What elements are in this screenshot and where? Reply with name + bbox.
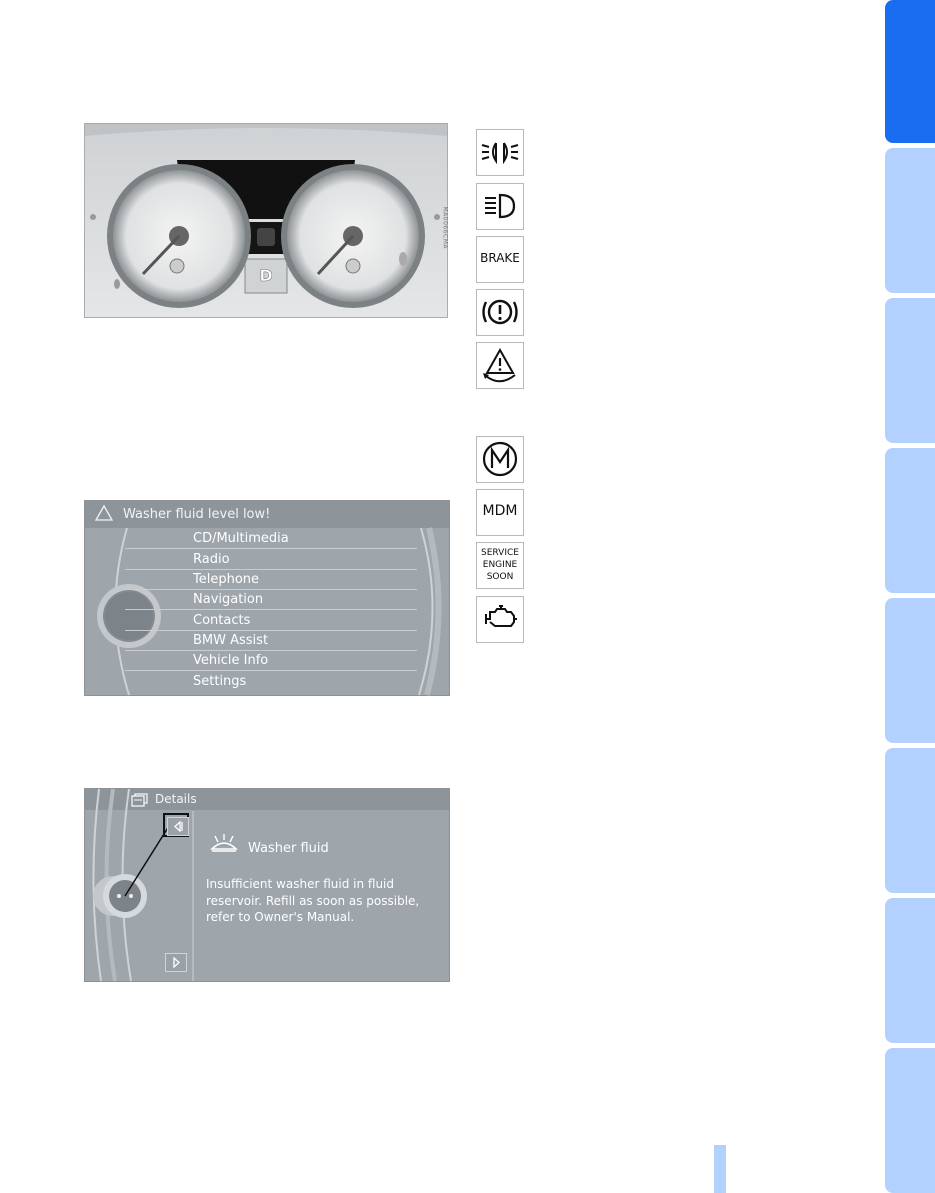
tab-section-7[interactable] — [885, 898, 935, 1043]
service-label-line1: SERVICE — [481, 548, 519, 558]
instrument-cluster-illustration — [85, 124, 447, 317]
menu-item-bmw-assist[interactable]: BMW Assist — [85, 631, 449, 651]
m-lamp — [476, 436, 524, 483]
m-icon — [477, 437, 523, 482]
idrive-details-screen — [84, 788, 450, 982]
brake-system-warning-icon — [477, 290, 523, 335]
tab-section-3[interactable] — [885, 298, 935, 443]
details-header-text: Details — [155, 792, 197, 806]
mdm-lamp — [476, 489, 524, 536]
tab-section-4[interactable] — [885, 448, 935, 593]
high-beam-icon — [477, 184, 523, 229]
forward-button[interactable] — [165, 953, 187, 972]
menu-item-settings[interactable]: Settings — [193, 674, 247, 689]
tab-section-2[interactable] — [885, 148, 935, 293]
instrument-cluster-photo — [84, 123, 448, 318]
mdm-label: MDM — [482, 503, 518, 519]
menu-item-radio[interactable]: Radio — [85, 550, 449, 570]
stability-control-warning-icon — [477, 343, 523, 388]
check-engine-lamp — [476, 596, 524, 643]
service-engine-soon-lamp — [476, 542, 524, 589]
menu-item-vehicle-info[interactable]: Vehicle Info — [85, 651, 449, 671]
menu-item-telephone[interactable]: Telephone — [85, 570, 449, 590]
svg-text:D: D — [259, 266, 273, 285]
brake-system-lamp — [476, 289, 524, 336]
tab-section-5[interactable] — [885, 598, 935, 743]
parking-lights-icon — [477, 130, 523, 175]
tab-section-1[interactable] — [885, 0, 935, 143]
menu-item-contacts[interactable]: Contacts — [85, 611, 449, 631]
idrive-menu-screen — [84, 500, 450, 696]
forward-arrow-icon — [166, 954, 186, 971]
parking-lights-lamp — [476, 129, 524, 176]
page-number-marker — [714, 1145, 726, 1193]
menu-item-navigation[interactable]: Navigation — [85, 590, 449, 610]
washer-fluid-icon — [209, 833, 239, 855]
brake-lamp — [476, 236, 524, 283]
tab-section-8[interactable] — [885, 1048, 935, 1193]
high-beam-lamp — [476, 183, 524, 230]
back-button[interactable] — [167, 817, 189, 836]
details-body: Insufficient washer fluid in fluid reservoir. Refill as soon as possible, refer to Owner's Manual. — [206, 877, 420, 924]
details-title: Washer fluid — [248, 841, 329, 856]
photo-code: MA0066CMA — [442, 206, 449, 249]
back-arrow-icon — [168, 818, 188, 835]
brake-label: BRAKE — [480, 251, 520, 265]
menu-header-text: Washer fluid level low! — [123, 507, 271, 522]
tab-section-6[interactable] — [885, 748, 935, 893]
stability-control-lamp — [476, 342, 524, 389]
menu-item-cd-multimedia[interactable]: CD/Multimedia — [85, 529, 449, 549]
service-label-line3: SOON — [486, 572, 514, 582]
service-label-line2: ENGINE — [482, 560, 518, 570]
engine-warning-icon — [477, 597, 523, 642]
